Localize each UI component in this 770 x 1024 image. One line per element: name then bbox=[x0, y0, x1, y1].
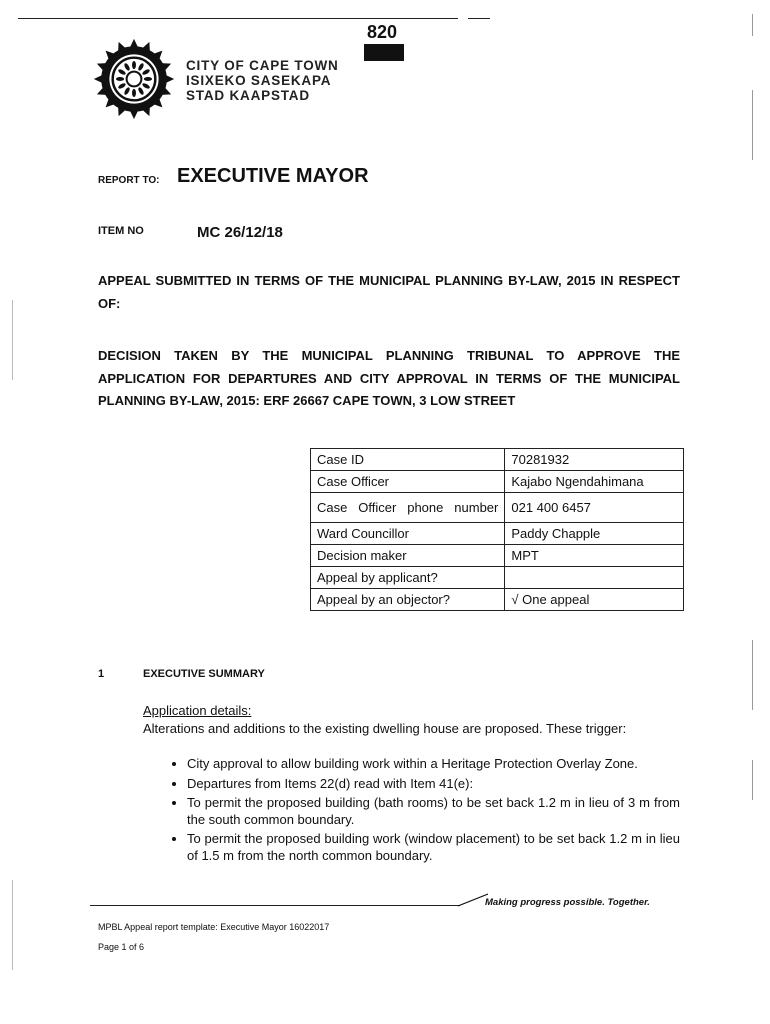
org-line-afrikaans: STAD KAAPSTAD bbox=[186, 88, 310, 103]
section-number: 1 bbox=[98, 668, 105, 680]
footer-flourish bbox=[458, 893, 488, 907]
top-rule bbox=[18, 18, 458, 19]
table-row bbox=[311, 545, 684, 567]
item-no-value: MC 26/12/18 bbox=[197, 224, 283, 241]
list-item: • To permit the proposed building (bath rooms) to be set back 1.2 m in lieu of 3 m from the south common boundary. bbox=[187, 795, 680, 828]
case-officer-value: Kajabo Ngendahimana bbox=[505, 471, 684, 493]
org-line-xhosa: ISIXEKO SASEKAPA bbox=[186, 73, 332, 88]
appeal-by-objector-label: Appeal by an objector? bbox=[311, 589, 505, 611]
ward-councillor-value: Paddy Chapple bbox=[505, 523, 684, 545]
decision-heading: DECISION TAKEN BY THE MUNICIPAL PLANNING TRIBUNAL TO APPROVE THE APPLICATION FOR DEPARTURES AND CITY APPROVAL IN TERMS OF THE MUNICIPAL PLANNING BY-LAW, 2015: ERF 26667 CAPE TOWN, 3 LOW STREET bbox=[98, 348, 680, 408]
case-officer-phone-label: Case Officer phone number bbox=[311, 493, 505, 523]
scan-edge-mark bbox=[12, 300, 13, 380]
decision-maker-value: MPT bbox=[505, 545, 684, 567]
table-row bbox=[311, 449, 684, 471]
table-row bbox=[311, 567, 684, 589]
appeal-by-objector-value: √ One appeal bbox=[505, 589, 684, 611]
top-rule-dash bbox=[468, 18, 490, 19]
decision-maker-label: Decision maker bbox=[311, 545, 505, 567]
ward-councillor-label: Ward Councillor bbox=[311, 523, 505, 545]
city-emblem-logo bbox=[93, 38, 175, 120]
table-row bbox=[311, 493, 684, 523]
redaction-block bbox=[364, 44, 404, 61]
case-officer-label: Case Officer bbox=[311, 471, 505, 493]
scan-edge-mark bbox=[752, 14, 753, 36]
appeal-by-applicant-value bbox=[505, 567, 684, 589]
case-id-label: Case ID bbox=[311, 449, 505, 471]
appeal-by-applicant-label: Appeal by applicant? bbox=[311, 567, 505, 589]
table-row bbox=[311, 523, 684, 545]
scan-edge-mark bbox=[752, 760, 753, 800]
page-count: Page 1 of 6 bbox=[98, 942, 145, 952]
application-details-subheading: Application details: bbox=[143, 703, 252, 718]
list-item: • To permit the proposed building work (window placement) to be set back 1.2 m in lieu of 1.5 m from the north common boundary. bbox=[187, 831, 680, 864]
organisation-name bbox=[186, 58, 339, 103]
table-row bbox=[311, 471, 684, 493]
template-reference: MPBL Appeal report template: Executive Mayor 16022017 bbox=[98, 922, 330, 932]
report-to-label: REPORT TO: bbox=[98, 175, 160, 186]
table-row bbox=[311, 589, 684, 611]
report-to-value: EXECUTIVE MAYOR bbox=[177, 165, 369, 187]
application-triggers-list bbox=[143, 756, 680, 867]
case-details-table bbox=[310, 448, 684, 611]
item-no-label: ITEM NO bbox=[98, 225, 144, 237]
list-item: • Departures from Items 22(d) read with Item 41(e): bbox=[187, 776, 680, 793]
case-officer-phone-value: 021 400 6457 bbox=[505, 493, 684, 523]
list-item: • City approval to allow building work within a Heritage Protection Overlay Zone. bbox=[187, 756, 680, 773]
page-number: 820 bbox=[367, 22, 398, 42]
scan-edge-mark bbox=[752, 90, 753, 160]
appeal-heading: APPEAL SUBMITTED IN TERMS OF THE MUNICIPAL PLANNING BY-LAW, 2015 IN RESPECT OF: bbox=[98, 273, 680, 311]
application-intro-text: Alterations and additions to the existing dwelling house are proposed. These trigger: bbox=[143, 721, 627, 736]
scan-edge-mark bbox=[752, 640, 753, 710]
org-line-english: CITY OF CAPE TOWN bbox=[186, 58, 339, 73]
footer-rule bbox=[90, 905, 460, 906]
footer-slogan: Making progress possible. Together. bbox=[485, 897, 650, 908]
scan-edge-mark bbox=[12, 880, 13, 970]
section-title: EXECUTIVE SUMMARY bbox=[143, 668, 265, 680]
case-id-value: 70281932 bbox=[505, 449, 684, 471]
